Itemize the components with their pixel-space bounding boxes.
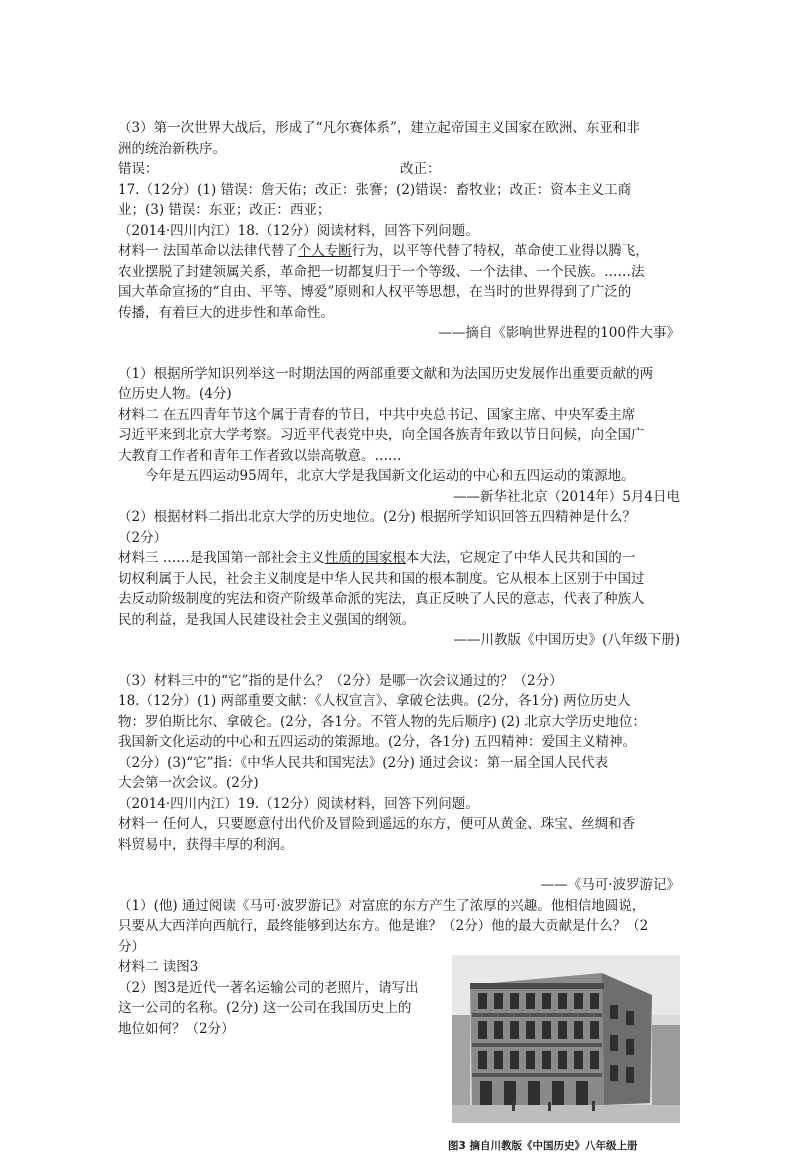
question-header: （2014·四川内江）19.（12分）阅读材料，回答下列问题。 [118, 794, 680, 815]
material-line: 民的利益，是我国人民建设社会主义强国的纲领。 [118, 610, 680, 631]
question-header: （2014·四川内江）18.（12分）阅读材料，回答下列问题。 [118, 221, 680, 242]
figure-caption: 图3 摘自川教版《中国历史》八年级上册 [448, 1136, 684, 1156]
material-line: 大教育工作者和青年工作者致以崇高敬意。…… [118, 446, 680, 467]
question-line: 分） [118, 937, 680, 958]
material-line: 材料一 任何人，只要愿意付出代价及冒险到遥远的东方，便可从黄金、珠宝、丝绸和香 [118, 814, 680, 835]
answer-line: 物：罗伯斯比尔、拿破仑。(2分，各1分。不管人物的先后顺序) (2) 北京大学历史地位： [118, 712, 680, 733]
answer-line: 业；(3) 错误：东亚；改正：西亚； [118, 200, 680, 221]
material-line: 材料一 法国革命以法律代替了个人专断行为，以平等代替了特权，革命使工业得以腾飞， [118, 241, 680, 262]
answer-line: 18.（12分）(1) 两部重要文献：《人权宣言》、拿破仑法典。(2分，各1分) 两位历史人 [118, 691, 680, 712]
question-line: （2分） [118, 528, 680, 549]
question-line: （1）(他) 通过阅读《马可·波罗游记》对富庶的东方产生了浓厚的兴趣。他相信地圆说， [118, 896, 680, 917]
error-correction-row [118, 159, 680, 180]
answer-line: 大会第一次会议。(2分) [118, 773, 680, 794]
material-line: 习近平来到北京大学考察。习近平代表党中央，向全国各族青年致以节日问候，向全国广 [118, 425, 680, 446]
material-line: 材料二 在五四青年节这个属于青春的节日，中共中央总书记、国家主席、中央军委主席 [118, 405, 680, 426]
material-line: 材料二 读图3 [118, 957, 438, 978]
material-source: ——川教版《中国历史》(八年级下册) [118, 630, 680, 651]
material-line: 农业摆脱了封建领属关系，革命把一切都复归于一个等级、一个法律、一个民族。……法 [118, 262, 680, 283]
question-line: 位历史人物。(4分) [118, 384, 680, 405]
question-line: 这一公司的名称。(2分) 这一公司在我国历史上的 [118, 998, 438, 1019]
question-line: 只要从大西洋向西航行，最终能够到达东方。他是谁？（2分）他的最大贡献是什么？（2 [118, 916, 680, 937]
answer-line: 17.（12分）(1) 错误：詹天佑；改正：张謇；(2)错误：畜牧业；改正：资本主义工商 [118, 180, 680, 201]
material-two-section [118, 957, 680, 1039]
question-line: （1）根据所学知识列举这一时期法国的两部重要文献和为法国历史发展作出重要贡献的两 [118, 364, 680, 385]
material-line: 传播，有着巨大的进步性和革命性。 [118, 303, 680, 324]
answer-line: 我国新文化运动的中心和五四运动的策源地。(2分，各1分) 五四精神：爱国主义精神。 [118, 732, 680, 753]
material-line: 去反动阶级制度的宪法和资产阶级革命派的宪法，真正反映了人民的意志，代表了种族人 [118, 589, 680, 610]
question-line: 洲的统治新秩序。 [118, 139, 680, 160]
question-line: 地位如何？（2分） [118, 1019, 438, 1040]
question-line: （2）图3是近代一著名运输公司的老照片，请写出 [118, 978, 438, 999]
company-building-photo [452, 955, 680, 1123]
material-source: ——摘自《影响世界进程的100件大事》 [118, 323, 680, 344]
correction-label: 改正： [400, 159, 441, 180]
error-label: 错误： [118, 161, 159, 177]
material-line: 今年是五四运动95周年，北京大学是我国新文化运动的中心和五四运动的策源地。 [118, 466, 680, 487]
material-line: 切权利属于人民，社会主义制度是中华人民共和国的根本制度。它从根本上区别于中国过 [118, 569, 680, 590]
material-source: ——新华社北京（2014年）5月4日电 [118, 487, 680, 508]
document-body [118, 118, 680, 1039]
answer-line: （2分）(3)“它”指：《中华人民共和国宪法》(2分) 通过会议：第一届全国人民代表 [118, 753, 680, 774]
figure-3 [448, 955, 684, 1156]
material-line: 国大革命宣扬的“自由、平等、博爱”原则和人权平等思想，在当时的世界得到了广泛的 [118, 282, 680, 303]
question-line: （3）第一次世界大战后，形成了“凡尔赛体系”，建立起帝国主义国家在欧洲、东亚和非 [118, 118, 680, 139]
material-line: 材料三 ……是我国第一部社会主义性质的国家根本大法，它规定了中华人民共和国的一 [118, 548, 680, 569]
question-line: （2）根据材料二指出北京大学的历史地位。(2分) 根据所学知识回答五四精神是什么？ [118, 507, 680, 528]
material-line: 料贸易中，获得丰厚的利润。 [118, 835, 680, 856]
material-source: ——《马可·波罗游记》 [118, 875, 680, 896]
question-line: （3）材料三中的“它”指的是什么？（2分）是哪一次会议通过的？（2分） [118, 671, 680, 692]
